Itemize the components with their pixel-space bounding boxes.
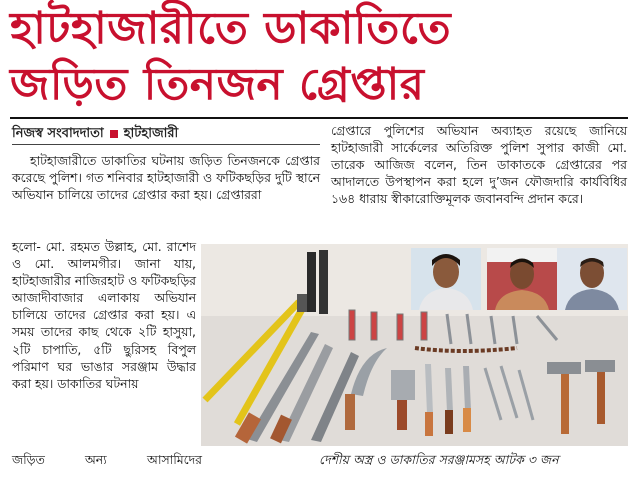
dateline-location: হাটহাজারী bbox=[123, 126, 179, 141]
photo-caption: দেশীয় অস্ত্র ও ডাকাতির সরঞ্জামসহ আটক ৩ জন bbox=[319, 452, 559, 467]
reporter-name: নিজস্ব সংবাদদাতা bbox=[12, 126, 104, 141]
article-body-left-wide bbox=[12, 152, 320, 203]
paragraph: হলো- মো. রহমত উল্লাহ, মো. রাশেদ ও মো. আলমগীর। জানা যায়, হাটহাজারীর নাজিরহাট ও ফটিকছড়ির আজাদীবাজার এলাকায় অভিযান চালিয়ে তাদের গ্রেপ্তার করা হয়। এ সময় তাদের কাছ থেকে ২টি হাসুয়া, ২টি চাপাতি, ৫টি ছুরিসহ বিপুল পরিমাণ ঘর ভাঙার সরঞ্জাম উদ্ধার করা হয়। ডাকাতির ঘটনায় bbox=[12, 239, 196, 391]
headline-line-1: হাটহাজারীতে ডাকাতিতে bbox=[10, 3, 452, 54]
headline-line-2: জড়িত তিনজন গ্রেপ্তার bbox=[10, 59, 425, 110]
article-body-left-narrow bbox=[12, 238, 196, 392]
news-photo bbox=[201, 244, 628, 446]
bullet-square-icon bbox=[110, 130, 118, 138]
byline bbox=[12, 124, 178, 145]
headline-divider bbox=[10, 117, 628, 119]
seized-weapons-illustration bbox=[201, 244, 628, 446]
paragraph: গ্রেপ্তারে পুলিশের অভিযান অব্যাহত রয়েছে জানিয়ে হাটহাজারী সার্কেলের অতিরিক্ত পুলিশ সুপার কাজী মো. তারেক আজিজ বলেন, তিন ডাকাতকে গ্রেপ্তারের পর আদালতে উপস্থাপন করা হলে দু’জন ফৌজদারি কার্যবিধির ১৬৪ ধারায় স্বীকারোক্তিমূলক জবানবন্দি প্রদান করে। bbox=[331, 123, 627, 207]
paragraph: হাটহাজারীতে ডাকাতির ঘটনায় জড়িত তিনজনকে গ্রেপ্তার করেছে পুলিশ। গত শনিবার হাটহাজারী ও ফটিকছড়ির দুটি স্থানে অভিযান চালিয়ে তাদের গ্রেপ্তার করা হয়। গ্রেপ্তাররা bbox=[12, 153, 320, 203]
article-body-right bbox=[331, 122, 627, 207]
article-body-left-last-line: জড়িত অন্য আসামিদের bbox=[12, 452, 202, 467]
byline-divider bbox=[12, 144, 320, 145]
